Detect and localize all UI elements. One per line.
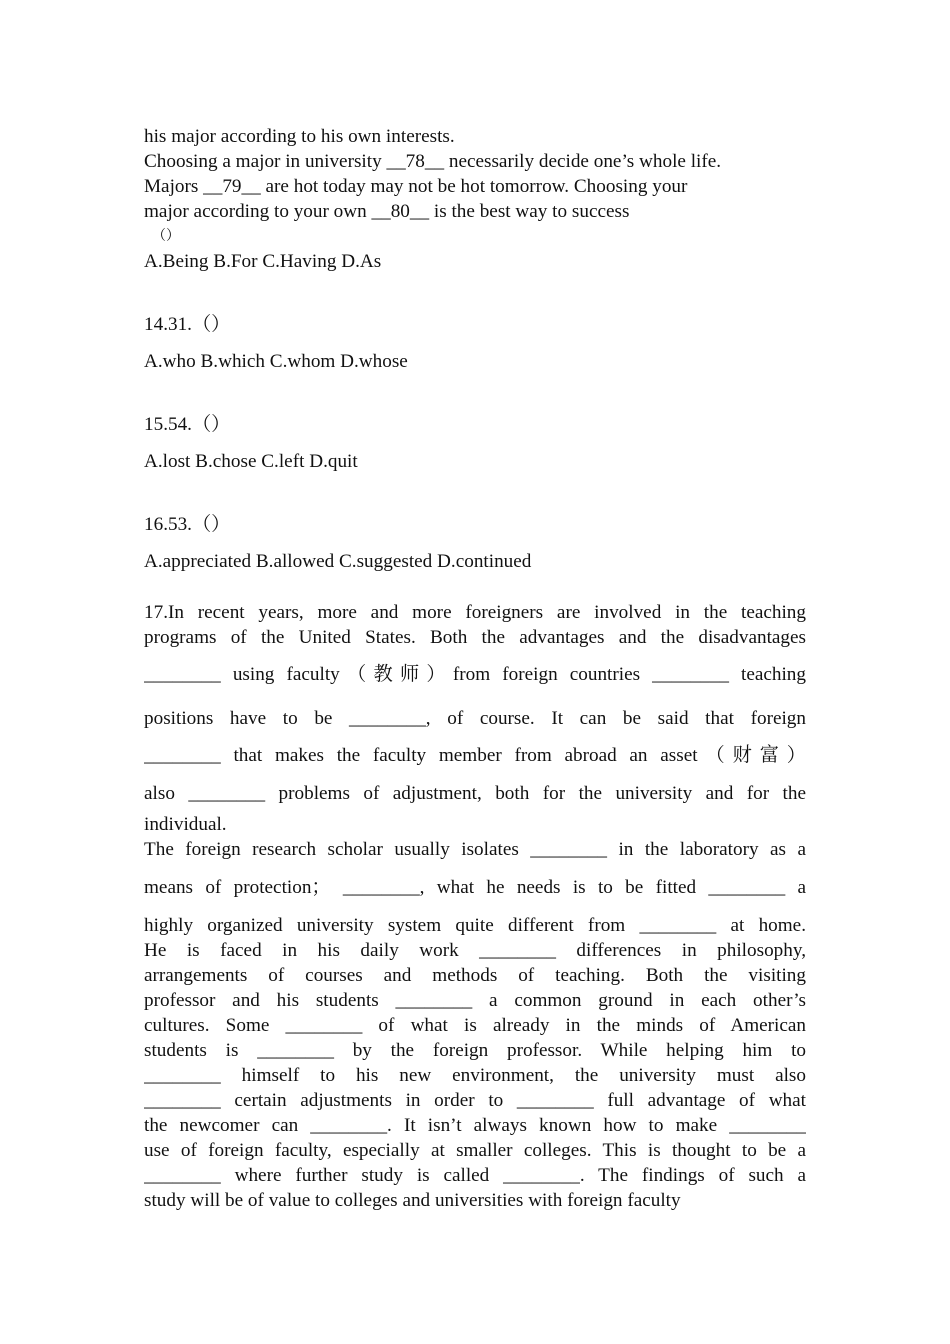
answer-blank: （） bbox=[152, 229, 180, 244]
question-17-paragraph bbox=[144, 600, 806, 837]
text-line: professor and his students ________ a common ground in each other’s bbox=[144, 990, 806, 1011]
text-line: study will be of value to colleges and universities with foreign faculty bbox=[144, 1190, 681, 1211]
passage-line: his major according to his own interests. bbox=[144, 126, 455, 147]
answer-options: A.appreciated B.allowed C.suggested D.continued bbox=[144, 551, 532, 572]
question-number: 16.53.（） bbox=[144, 514, 231, 535]
answer-options: A.Being B.For C.Having D.As bbox=[144, 251, 382, 272]
text-line: means of protection； ________, what he needs is to be fitted ________ a bbox=[144, 877, 806, 898]
text-line: positions have to be ________, of course. It can be said that foreign bbox=[144, 708, 806, 729]
text-line: students is ________ by the foreign professor. While helping him to bbox=[144, 1040, 806, 1061]
question-number: 15.54.（） bbox=[144, 414, 231, 435]
text-line: ________ certain adjustments in order to ________ full advantage of what bbox=[144, 1090, 806, 1111]
text-line: highly organized university system quite different from ________ at home. bbox=[144, 915, 806, 936]
text-line: He is faced in his daily work ________ differences in philosophy, bbox=[144, 940, 806, 961]
answer-options: A.lost B.chose C.left D.quit bbox=[144, 451, 358, 472]
answer-options: A.who B.which C.whom D.whose bbox=[144, 351, 408, 372]
text-line: also ________ problems of adjustment, both for the university and for the bbox=[144, 783, 806, 804]
question-number: 14.31.（） bbox=[144, 314, 231, 335]
text-line: use of foreign faculty, especially at smaller colleges. This is thought to be a bbox=[144, 1140, 806, 1161]
text-line: The foreign research scholar usually isolates ________ in the laboratory as a bbox=[144, 839, 806, 860]
text-line: cultures. Some ________ of what is already in the minds of American bbox=[144, 1015, 806, 1036]
passage-line: Majors __79__ are hot today may not be hot tomorrow. Choosing your bbox=[144, 176, 688, 197]
text-line: individual. bbox=[144, 814, 227, 835]
text-line: ________ himself to his new environment, the university must also bbox=[144, 1065, 806, 1086]
text-line: ________ using faculty（教师）from foreign countries ________ teaching bbox=[144, 664, 806, 685]
text-line: ________ where further study is called ________. The findings of such a bbox=[144, 1165, 806, 1186]
passage-line: major according to your own __80__ is the best way to success bbox=[144, 201, 630, 222]
text-line: 17.In recent years, more and more foreigners are involved in the teaching bbox=[144, 602, 806, 623]
passage-line: Choosing a major in university __78__ necessarily decide one’s whole life. bbox=[144, 151, 722, 172]
text-line: programs of the United States. Both the advantages and the disadvantages bbox=[144, 627, 806, 648]
document-page bbox=[144, 124, 806, 1213]
text-line: arrangements of courses and methods of teaching. Both the visiting bbox=[144, 965, 806, 986]
text-line: ________ that makes the faculty member from abroad an asset（财富） bbox=[144, 745, 806, 766]
text-line: the newcomer can ________. It isn’t always known how to make ________ bbox=[144, 1115, 806, 1136]
question-17-paragraph-2 bbox=[144, 837, 806, 1213]
